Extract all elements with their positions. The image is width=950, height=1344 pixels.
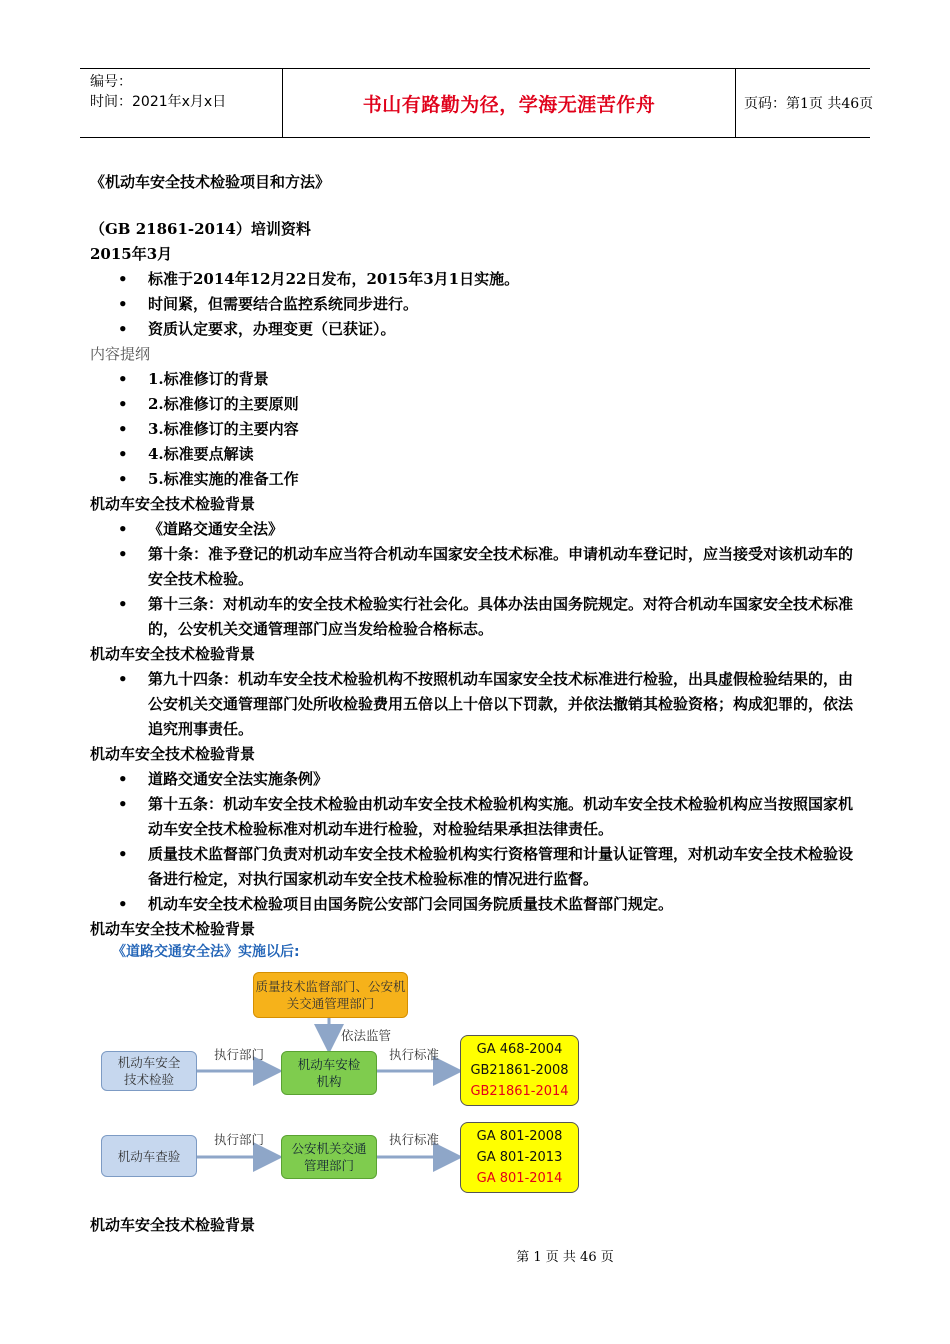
time-label: 时间：2021年x月x日 — [90, 94, 227, 110]
list-item: • 质量技术监督部门负责对机动车安全技术检验机构实行资格管理和计量认证管理，对机动车安全技术检验设备进行检定，对执行国家机动车安全技术检验标准的情况进行监督。 — [118, 845, 854, 888]
row2-dept-label: 执行部门 — [214, 1132, 265, 1147]
row1-std-label: 执行标准 — [389, 1047, 440, 1062]
list-item: • 道路交通安全法实施条例》 — [118, 770, 329, 788]
supervisor-box: 质量技术监督部门、公安机关交通管理部门 — [253, 972, 408, 1018]
vehicle-inspection-box: 机动车安全技术检验 — [101, 1051, 197, 1091]
header-page-info: 页码：第1页 共46页 — [744, 96, 874, 112]
list-item: • 时间紧，但需要结合监控系统同步进行。 — [118, 295, 419, 313]
document-title: 《机动车安全技术检验项目和方法》 — [90, 173, 331, 191]
list-item: • 第十条：准予登记的机动车应当符合机动车国家安全技术标准。申请机动车登记时，应当接受对该机动车的安全技术检验。 — [118, 545, 854, 588]
document-subtitle: （GB 21861-2014）培训资料 — [90, 220, 311, 238]
standard-item: GA 468-2004 — [476, 1042, 563, 1057]
section-heading: 机动车安全技术检验背景 — [90, 745, 256, 763]
standard-item: GB21861-2008 — [470, 1063, 569, 1078]
diagram-title: 《道路交通安全法》实施以后: — [112, 944, 300, 960]
list-item: • 4.标准要点解读 — [118, 445, 254, 463]
page-footer: 第 1 页 共 46 页 — [516, 1250, 614, 1265]
list-item: • 标准于2014年12月22日发布，2015年3月1日实施。 — [118, 270, 520, 288]
standard-item-current: GB21861-2014 — [470, 1084, 569, 1099]
row1-standards-box — [460, 1035, 579, 1106]
list-item: • 第九十四条：机动车安全技术检验机构不按照机动车国家安全技术标准进行检验，出具虚假检验结果的，由公安机关交通管理部门处所收检验费用五倍以上十倍以下罚款，并依法撤销其检验资格；构成犯罪的，依法追究刑事责任。 — [118, 670, 854, 738]
list-item: • 1.标准修订的背景 — [118, 370, 269, 388]
list-item: • 2.标准修订的主要原则 — [118, 395, 299, 413]
inspection-agency-box: 机动车安检机构 — [281, 1051, 377, 1095]
traffic-police-box: 公安机关交通管理部门 — [281, 1135, 377, 1179]
standard-item: GA 801-2008 — [476, 1129, 563, 1144]
section-heading: 机动车安全技术检验背景 — [90, 920, 256, 938]
list-item: • 《道路交通安全法》 — [118, 520, 284, 538]
header-motto: 书山有路勤为径，学海无涯苦作舟 — [282, 69, 736, 137]
list-item: • 机动车安全技术检验项目由国务院公安部门会同国务院质量技术监督部门规定。 — [118, 895, 674, 913]
section-heading: 机动车安全技术检验背景 — [90, 495, 256, 513]
vehicle-check-box: 机动车查验 — [101, 1135, 197, 1177]
document-date: 2015年3月 — [90, 245, 173, 263]
section-heading: 机动车安全技术检验背景 — [90, 1216, 256, 1234]
standard-item: GA 801-2013 — [476, 1150, 563, 1165]
row2-std-label: 执行标准 — [389, 1132, 440, 1147]
outline-heading: 内容提纲 — [90, 345, 151, 363]
row2-standards-box — [460, 1122, 579, 1193]
standard-item-current: GA 801-2014 — [476, 1171, 563, 1186]
section-heading: 机动车安全技术检验背景 — [90, 645, 256, 663]
list-item: • 第十五条：机动车安全技术检验由机动车安全技术检验机构实施。机动车安全技术检验机构应当按照国家机动车安全技术检验标准对机动车进行检验，对检验结果承担法律责任。 — [118, 795, 854, 838]
serial-label: 编号： — [90, 74, 132, 90]
list-item: • 第十三条：对机动车的安全技术检验实行社会化。具体办法由国务院规定。对符合机动车国家安全技术标准的，公安机关交通管理部门应当发给检验合格标志。 — [118, 595, 854, 638]
supervise-label: 依法监管 — [341, 1028, 392, 1043]
list-item: • 5.标准实施的准备工作 — [118, 470, 299, 488]
list-item: • 资质认定要求，办理变更（已获证）。 — [118, 320, 396, 338]
row1-dept-label: 执行部门 — [214, 1047, 265, 1062]
list-item: • 3.标准修订的主要内容 — [118, 420, 299, 438]
